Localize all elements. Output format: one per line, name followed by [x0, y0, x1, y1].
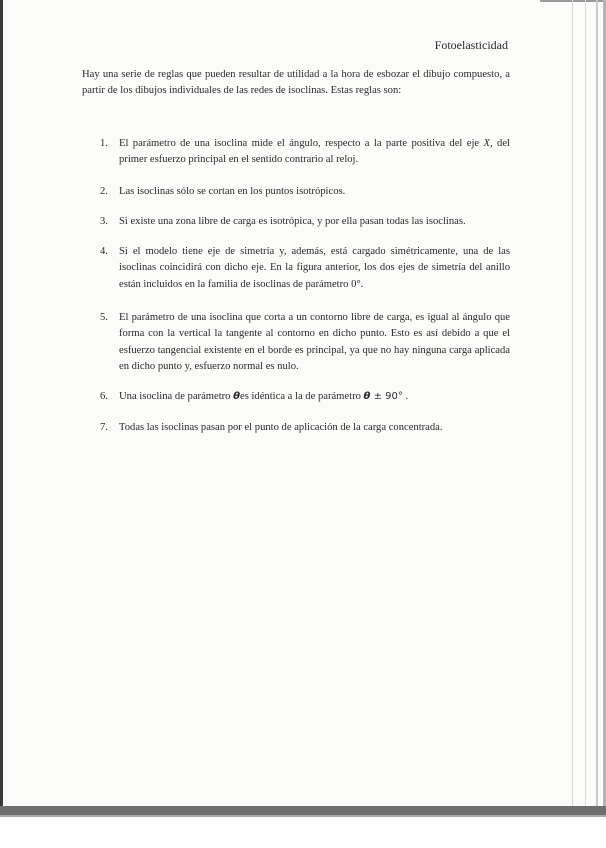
- list-item-number: 5.: [100, 312, 108, 324]
- page-edge-line: [585, 0, 586, 808]
- list-item: [82, 389, 510, 405]
- angle-expression: ± 90°: [370, 391, 403, 403]
- list-item-text: .: [402, 391, 409, 403]
- scan-left-edge: [0, 0, 3, 808]
- list-item: [82, 184, 510, 200]
- list-item-text: El parámetro de una isoclina mide el ángulo, respecto a la parte positiva del eje: [119, 138, 484, 149]
- list-item-number: 2.: [100, 185, 108, 197]
- page-edge-line: [596, 0, 598, 808]
- list-item-text: Todas las isoclinas pasan por el punto de aplicación de la carga concentrada.: [119, 421, 443, 433]
- list-item-text: Una isoclina de parámetro: [119, 391, 234, 403]
- list-item: [82, 136, 510, 169]
- list-item-text: Si existe una zona libre de carga es isotrópica, y por ella pasan todas las isoclinas.: [119, 215, 466, 227]
- list-item-text: Las isoclinas sólo se cortan en los puntos isotrópicos.: [119, 185, 346, 197]
- rules-list: [82, 136, 510, 436]
- scan-bottom-edge: [0, 806, 606, 815]
- list-item-text: es idéntica a la de parámetro: [240, 391, 364, 403]
- list-item-text: El parámetro de una isoclina que corta a un contorno libre de carga, es igual al ángulo que forma con la vertical la tangente al contorno en dicho punto. Esto es así debido a que el esfuerzo tangencial existente en el borde es principal, ya que no hay ninguna carga aplicada en dicho punto y, esfuerzo normal es nulo.: [119, 312, 510, 372]
- list-item: [82, 310, 510, 375]
- scan-background: [0, 817, 606, 848]
- theta-symbol: θ: [363, 391, 371, 403]
- running-header: Fotoelasticidad: [434, 38, 508, 52]
- list-item-number: 1.: [100, 138, 108, 149]
- list-item-text: , del primer esfuerzo principal en el sentido contrario al reloj.: [119, 138, 511, 166]
- list-item: [82, 244, 510, 293]
- list-item-number: 7.: [100, 421, 108, 433]
- page-edge-line: [572, 0, 573, 808]
- theta-symbol: θ: [233, 391, 241, 403]
- list-item-number: 6.: [100, 391, 108, 403]
- intro-paragraph: Hay una serie de reglas que pueden resultar de utilidad a la hora de esbozar el dibujo compuesto, a partir de los dibujos individuales de las redes de isoclinas. Estas reglas son:: [82, 69, 510, 97]
- list-item-number: 3.: [100, 215, 108, 227]
- variable-x: X: [483, 138, 491, 149]
- list-item-text: Si el modelo tiene eje de simetría y, además, está cargado simétricamente, una de las isoclinas coincidirá con dicho eje. En la figura anterior, los dos ejes de simetría del anillo están incluidos en la familia de isoclinas de parámetro 0°.: [119, 246, 510, 290]
- list-item-number: 4.: [100, 246, 108, 258]
- list-item: [82, 420, 510, 436]
- list-item: [82, 214, 510, 230]
